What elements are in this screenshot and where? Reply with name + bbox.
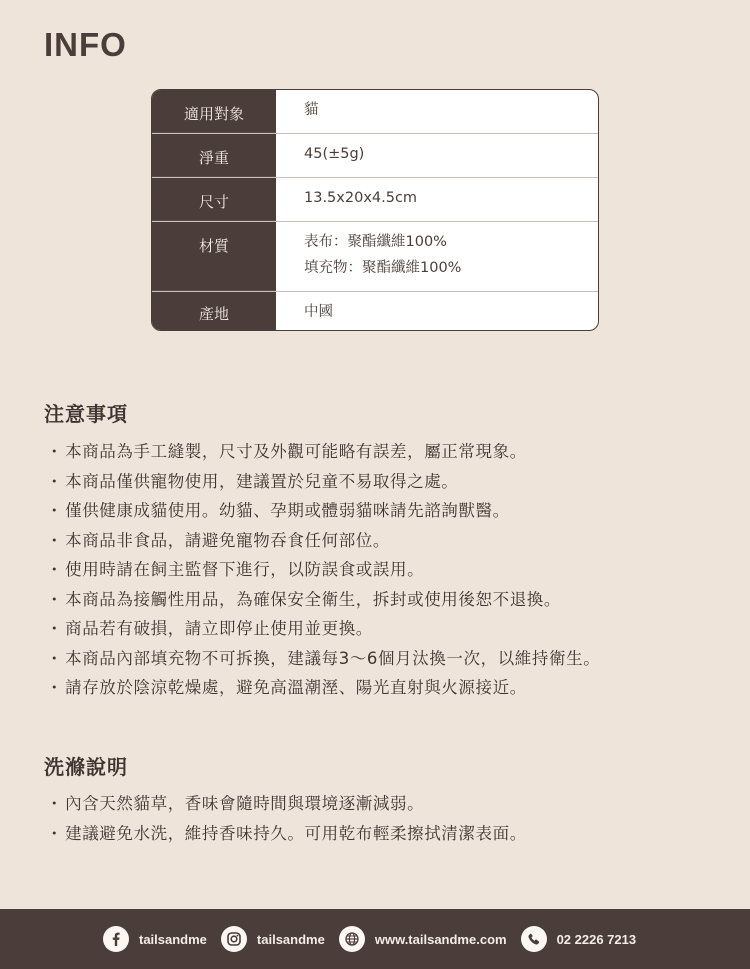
page-title: INFO [44, 26, 127, 63]
phone-icon [521, 926, 547, 952]
spec-value: 貓 [304, 102, 319, 118]
spec-label: 尺寸 [152, 178, 276, 221]
list-item: ・ 僅供健康成貓使用。幼貓、孕期或體弱貓咪請先諮詢獸醫。 [46, 496, 600, 526]
spec-label: 材質 [152, 222, 276, 291]
spec-table [151, 89, 599, 331]
list-item: ・ 建議避免水洗，維持香味持久。可用乾布輕柔擦拭清潔表面。 [46, 819, 527, 849]
washing-list [46, 789, 527, 848]
list-item: ・ 本商品僅供寵物使用，建議置於兒童不易取得之處。 [46, 467, 600, 497]
list-item: ・ 本商品為手工縫製，尺寸及外觀可能略有誤差，屬正常現象。 [46, 437, 600, 467]
notes-title: 注意事項 [44, 402, 128, 426]
phone-link[interactable] [521, 926, 637, 952]
list-item: ・ 請存放於陰涼乾燥處，避免高溫潮溼、陽光直射與火源接近。 [46, 673, 600, 703]
spec-value [276, 216, 598, 291]
spec-value: 45(±5g) [304, 146, 365, 162]
facebook-link[interactable] [103, 926, 207, 952]
instagram-label: tailsandme [256, 931, 325, 947]
facebook-icon [103, 926, 129, 952]
facebook-label: tailsandme [139, 931, 207, 947]
spec-value: 13.5x20x4.5cm [304, 190, 418, 206]
instagram-icon [221, 926, 247, 952]
list-item: ・ 內含天然貓草，香味會隨時間與環境逐漸減弱。 [46, 789, 527, 819]
phone-label: 02 2226 7213 [556, 931, 637, 947]
spec-row-material [152, 222, 598, 292]
spec-value-line: 表布：聚酯纖維100% [304, 234, 447, 250]
globe-icon [339, 926, 365, 952]
list-item: ・ 使用時請在飼主監督下進行，以防誤食或誤用。 [46, 555, 600, 585]
spec-label: 產地 [152, 292, 276, 330]
list-item: ・ 本商品為接觸性用品，為確保安全衛生，拆封或使用後恕不退換。 [46, 585, 600, 615]
instagram-link[interactable] [221, 926, 325, 952]
footer [0, 909, 750, 969]
spec-row-origin [152, 292, 598, 330]
spec-label: 淨重 [152, 134, 276, 177]
list-item: ・ 本商品非食品，請避免寵物吞食任何部位。 [46, 526, 600, 556]
list-item: ・ 本商品內部填充物不可拆換，建議每3～6個月汰換一次，以維持衛生。 [46, 644, 600, 674]
website-label: www.tailsandme.com [374, 931, 507, 947]
list-item: ・ 商品若有破損，請立即停止使用並更換。 [46, 614, 600, 644]
spec-label: 適用對象 [152, 90, 276, 133]
washing-title: 洗滌說明 [44, 755, 128, 779]
notes-list [46, 437, 600, 703]
spec-value: 中國 [304, 304, 333, 320]
website-link[interactable] [339, 926, 507, 952]
spec-value-line: 填充物：聚酯纖維100% [304, 260, 462, 276]
